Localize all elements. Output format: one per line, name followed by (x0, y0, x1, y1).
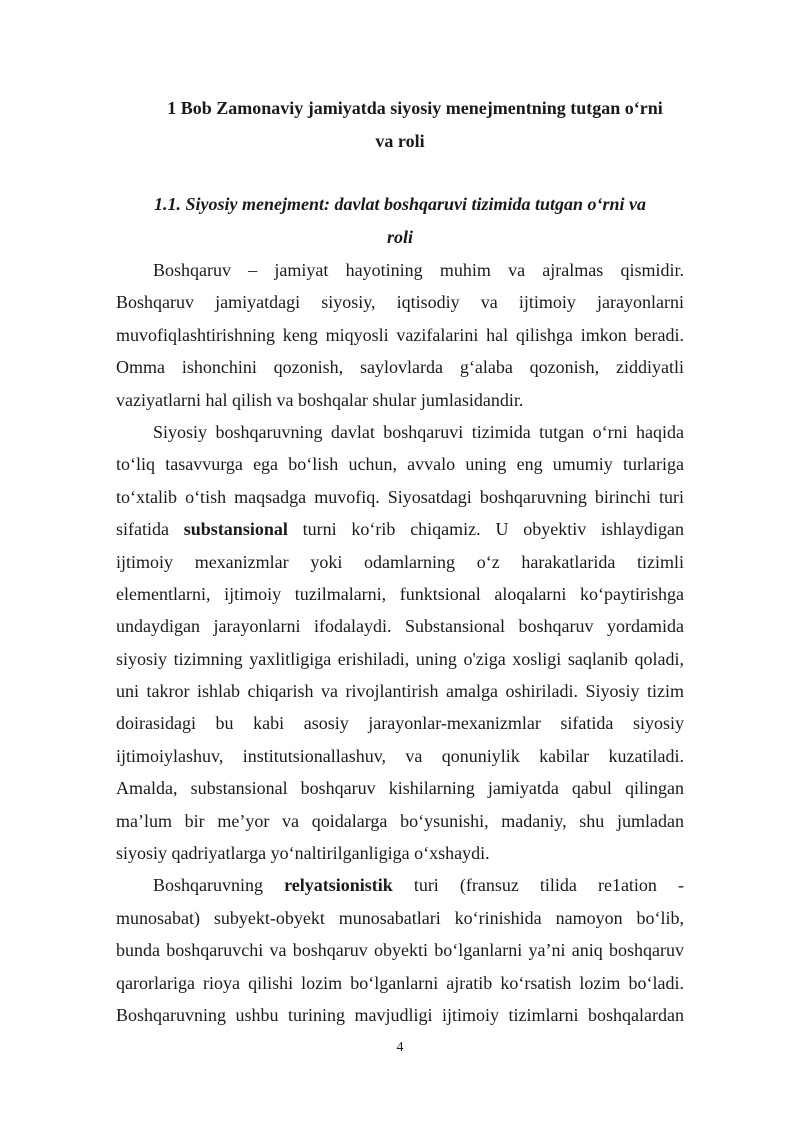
paragraph-1-line: Omma ishonchini qozonish, saylovlarda g‘alaba qozonish, ziddiyatli (116, 357, 684, 378)
term-substansional: substansional (183, 519, 288, 540)
text-run: turni ko‘rib chiqamiz. U obyektiv ishlaydigan (287, 519, 685, 540)
paragraph-2-line: Siyosiy boshqaruvning davlat boshqaruvi tizimida tutgan o‘rni haqida (153, 421, 684, 442)
paragraph-2-line: siyosiy qadriyatlarga yo‘naltirilganligiga o‘xshaydi. (116, 843, 490, 864)
chapter-title (116, 92, 684, 158)
paragraph-3-line (116, 869, 684, 901)
paragraph-2-line: ma’lum bir me’yor va qoidalarga bo‘ysunishi, madaniy, shu jumladan (116, 810, 684, 831)
paragraph-2-line: doirasidagi bu kabi asosiy jarayonlar-mexanizmlar sifatida siyosiy (116, 713, 684, 734)
paragraph-3-line: qarorlariga rioya qilishi lozim bo‘lganlarni ajratib ko‘rsatish lozim bo‘ladi. (116, 972, 684, 993)
paragraph-2-line (116, 513, 684, 545)
body-text (116, 254, 684, 1031)
text-run: turi (fransuz tilida re1ation - (392, 875, 684, 896)
paragraph-2-line: uni takror ishlab chiqarish va rivojlantirish amalga oshiriladi. Siyosiy tizim (116, 681, 684, 702)
paragraph-1-line: Boshqaruv – jamiyat hayotining muhim va ajralmas qismidir. (153, 260, 684, 280)
paragraph-1-line: Boshqaruv jamiyatdagi siyosiy, iqtisodiy va ijtimoiy jarayonlarni (116, 292, 684, 313)
paragraph-2-line: siyosiy tizimning yaxlitligiga erishiladi, uning o'ziga xosligi saqlanib qoladi, (116, 648, 684, 669)
paragraph-2-line: ijtimoiylashuv, institutsionallashuv, va qonuniylik kabilar kuzatiladi. (116, 745, 684, 766)
chapter-title-line-1: 1 Bob Zamonaviy jamiyatda siyosiy menejmentning tutgan o‘rni (167, 98, 663, 118)
paragraph-1-line: vaziyatlarni hal qilish va boshqalar shular jumlasidandir. (116, 389, 524, 410)
paragraph-3-line: bunda boshqaruvchi va boshqaruv obyekti bo‘lganlarni ya’ni aniq boshqaruv (116, 940, 684, 961)
text-run: Boshqaruvning (153, 875, 285, 896)
text-run: sifatida (116, 519, 184, 540)
paragraph-3-line: munosabat) subyekt-obyekt munosabatlari ko‘rinishida namoyon bo‘lib, (116, 907, 684, 928)
paragraph-2-line: to‘xtalib o‘tish maqsadga muvofiq. Siyosatdagi boshqaruvning birinchi turi (116, 486, 684, 507)
chapter-title-line-2: va roli (375, 131, 425, 151)
paragraph-2-line: Amalda, substansional boshqaruv kishilarning jamiyatda qabul qilingan (116, 778, 684, 799)
paragraph-2-line: to‘liq tasavvurga ega bo‘lish uchun, avvalo uning eng umumiy turlariga (116, 454, 684, 475)
section-title-line-2: roli (386, 227, 413, 247)
paragraph-2-line: ijtimoiy mexanizmlar yoki odamlarning o‘z harakatlarida tizimli (116, 551, 684, 572)
paragraph-1-line: muvofiqlashtirishning keng miqyosli vazifalarini hal qilishga imkon beradi. (116, 324, 684, 345)
paragraph-2-line: undaydigan jarayonlarni ifodalaydi. Substansional boshqaruv yordamida (116, 616, 684, 637)
section-title-line-1: 1.1. Siyosiy menejment: davlat boshqaruvi tizimida tutgan o‘rni va (153, 194, 647, 214)
term-relyatsionistik: relyatsionistik (284, 875, 393, 896)
paragraph-3-line: Boshqaruvning ushbu turining mavjudligi ijtimoiy tizimlarni boshqalardan (116, 1004, 684, 1025)
section-title (116, 188, 684, 254)
paragraph-2-line: elementlarni, ijtimoiy tuzilmalarni, funktsional aloqalarni ko‘paytirishga (116, 583, 684, 604)
page-number: 4 (396, 1040, 404, 1055)
